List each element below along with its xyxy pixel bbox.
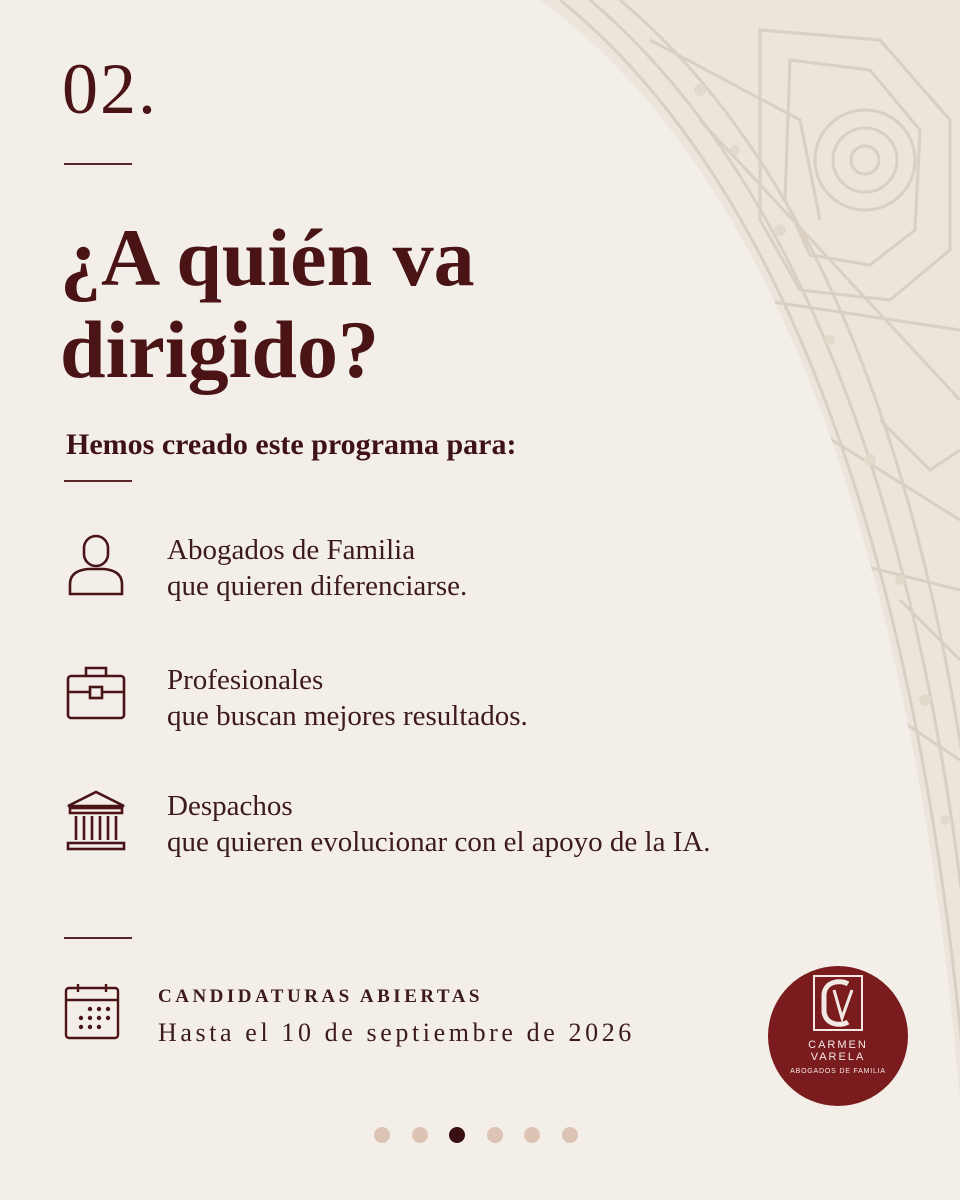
- audience-item-detail: que quieren evolucionar con el apoyo de la IA.: [167, 826, 711, 858]
- cv-monogram-logo: [812, 974, 864, 1032]
- brand-logo: [768, 966, 908, 1106]
- applications-label: CANDIDATURAS ABIERTAS: [158, 986, 483, 1007]
- divider-subtitle: [64, 480, 132, 482]
- person-icon: [64, 534, 128, 598]
- audience-item-title: Despachos: [167, 790, 293, 822]
- applications-deadline: Hasta el 10 de septiembre de 2026: [158, 1018, 635, 1047]
- audience-item-title: Profesionales: [167, 664, 324, 696]
- logo-name-line-2: VARELA: [810, 1051, 866, 1063]
- page-title-line-1: ¿A quién va: [60, 212, 475, 303]
- institution-icon: [64, 790, 128, 854]
- subtitle: Hemos creado este programa para:: [66, 428, 517, 461]
- pagination-dot-6[interactable]: [562, 1127, 578, 1143]
- audience-item-detail: que quieren diferenciarse.: [167, 570, 468, 602]
- page-title: [60, 212, 660, 396]
- pagination-dot-2[interactable]: [412, 1127, 428, 1143]
- audience-item-title: Abogados de Familia: [167, 534, 416, 566]
- calendar-icon: [64, 982, 120, 1040]
- logo-tagline: ABOGADOS DE FAMILIA: [790, 1068, 886, 1075]
- section-number: 02.: [62, 49, 158, 129]
- pagination-dot-3-active[interactable]: [449, 1127, 465, 1143]
- page-title-line-2: dirigido?: [60, 304, 379, 395]
- pagination-dots: [374, 1127, 584, 1145]
- divider-top: [64, 163, 132, 165]
- logo-name-line-1: CARMEN: [808, 1039, 868, 1051]
- divider-bottom: [64, 937, 132, 939]
- audience-item-detail: que buscan mejores resultados.: [167, 700, 528, 732]
- pagination-dot-4[interactable]: [487, 1127, 503, 1143]
- pagination-dot-1[interactable]: [374, 1127, 390, 1143]
- briefcase-icon: [64, 664, 128, 728]
- pagination-dot-5[interactable]: [524, 1127, 540, 1143]
